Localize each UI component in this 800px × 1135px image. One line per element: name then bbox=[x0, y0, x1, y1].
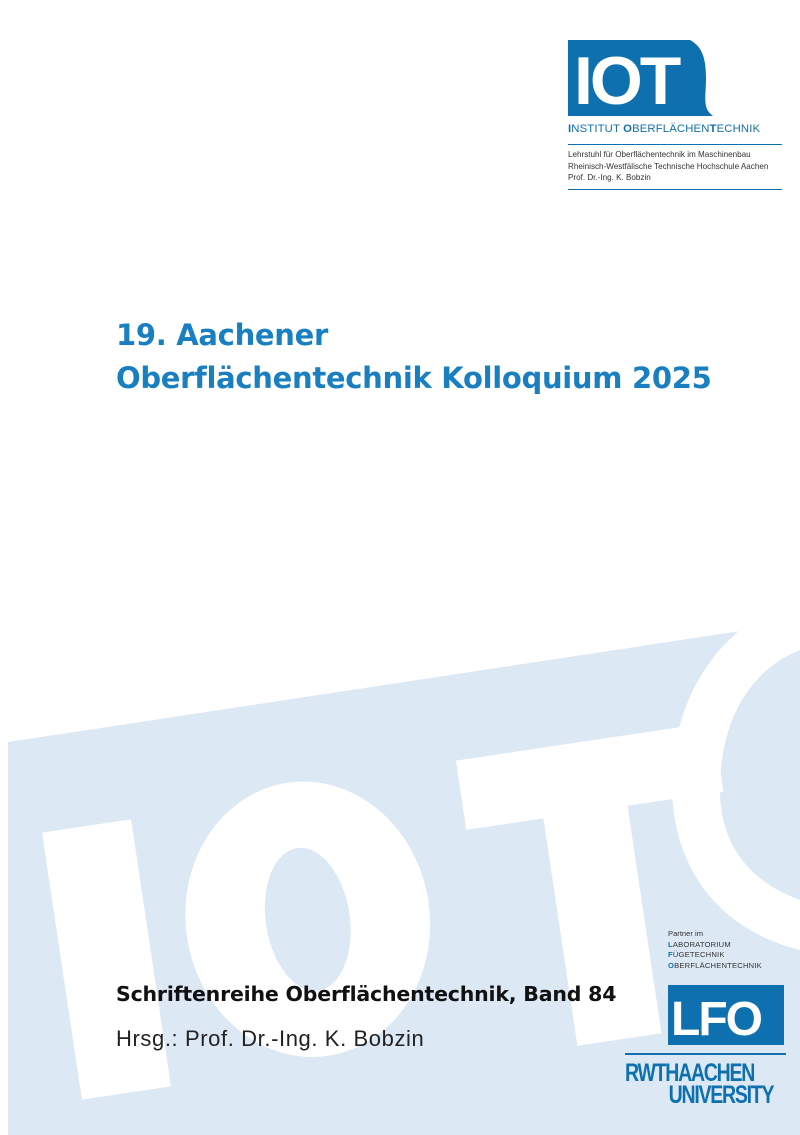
partner-intro: Partner im bbox=[668, 929, 704, 938]
editor-label: Hrsg.: Prof. Dr.-Ing. K. Bobzin bbox=[116, 1026, 425, 1051]
institute-name: INSTITUT OBERFLÄCHENTECHNIK bbox=[568, 123, 761, 135]
university-rule bbox=[625, 1053, 786, 1055]
series-label: Schriftenreihe Oberflächentechnik, Band 84 bbox=[116, 982, 617, 1006]
partner-line-fuegetechnik: FÜGETECHNIK bbox=[668, 950, 725, 960]
partner-block bbox=[668, 929, 762, 971]
chair-info bbox=[568, 145, 783, 189]
professor-line: Prof. Dr.-Ing. K. Bobzin bbox=[568, 173, 651, 183]
rwth-line-2: UNIVERSITY bbox=[668, 1081, 774, 1109]
chair-line: Lehrstuhl für Oberflächentechnik im Maschinenbau bbox=[568, 150, 751, 160]
svg-text:IOT: IOT bbox=[574, 43, 679, 116]
book-title bbox=[116, 314, 712, 400]
partner-line-laboratorium: LABORATORIUM bbox=[668, 939, 731, 949]
partner-line-oberflaechentechnik: OBERFLÄCHENTECHNIK bbox=[668, 960, 762, 970]
title-line-1: 19. Aachener bbox=[116, 318, 329, 352]
iot-logo bbox=[568, 40, 713, 116]
rwth-logo bbox=[625, 1059, 774, 1109]
institute-block bbox=[568, 122, 783, 190]
header-rule-bottom bbox=[568, 189, 782, 190]
university-line: Rheinisch-Westfälische Technische Hochschule Aachen bbox=[568, 161, 769, 171]
lfo-logo bbox=[668, 985, 784, 1045]
rwth-line-1: RWTHAACHEN bbox=[625, 1059, 755, 1087]
svg-text:LFO: LFO bbox=[671, 993, 761, 1045]
title-line-2: Oberflächentechnik Kolloquium 2025 bbox=[116, 361, 712, 395]
